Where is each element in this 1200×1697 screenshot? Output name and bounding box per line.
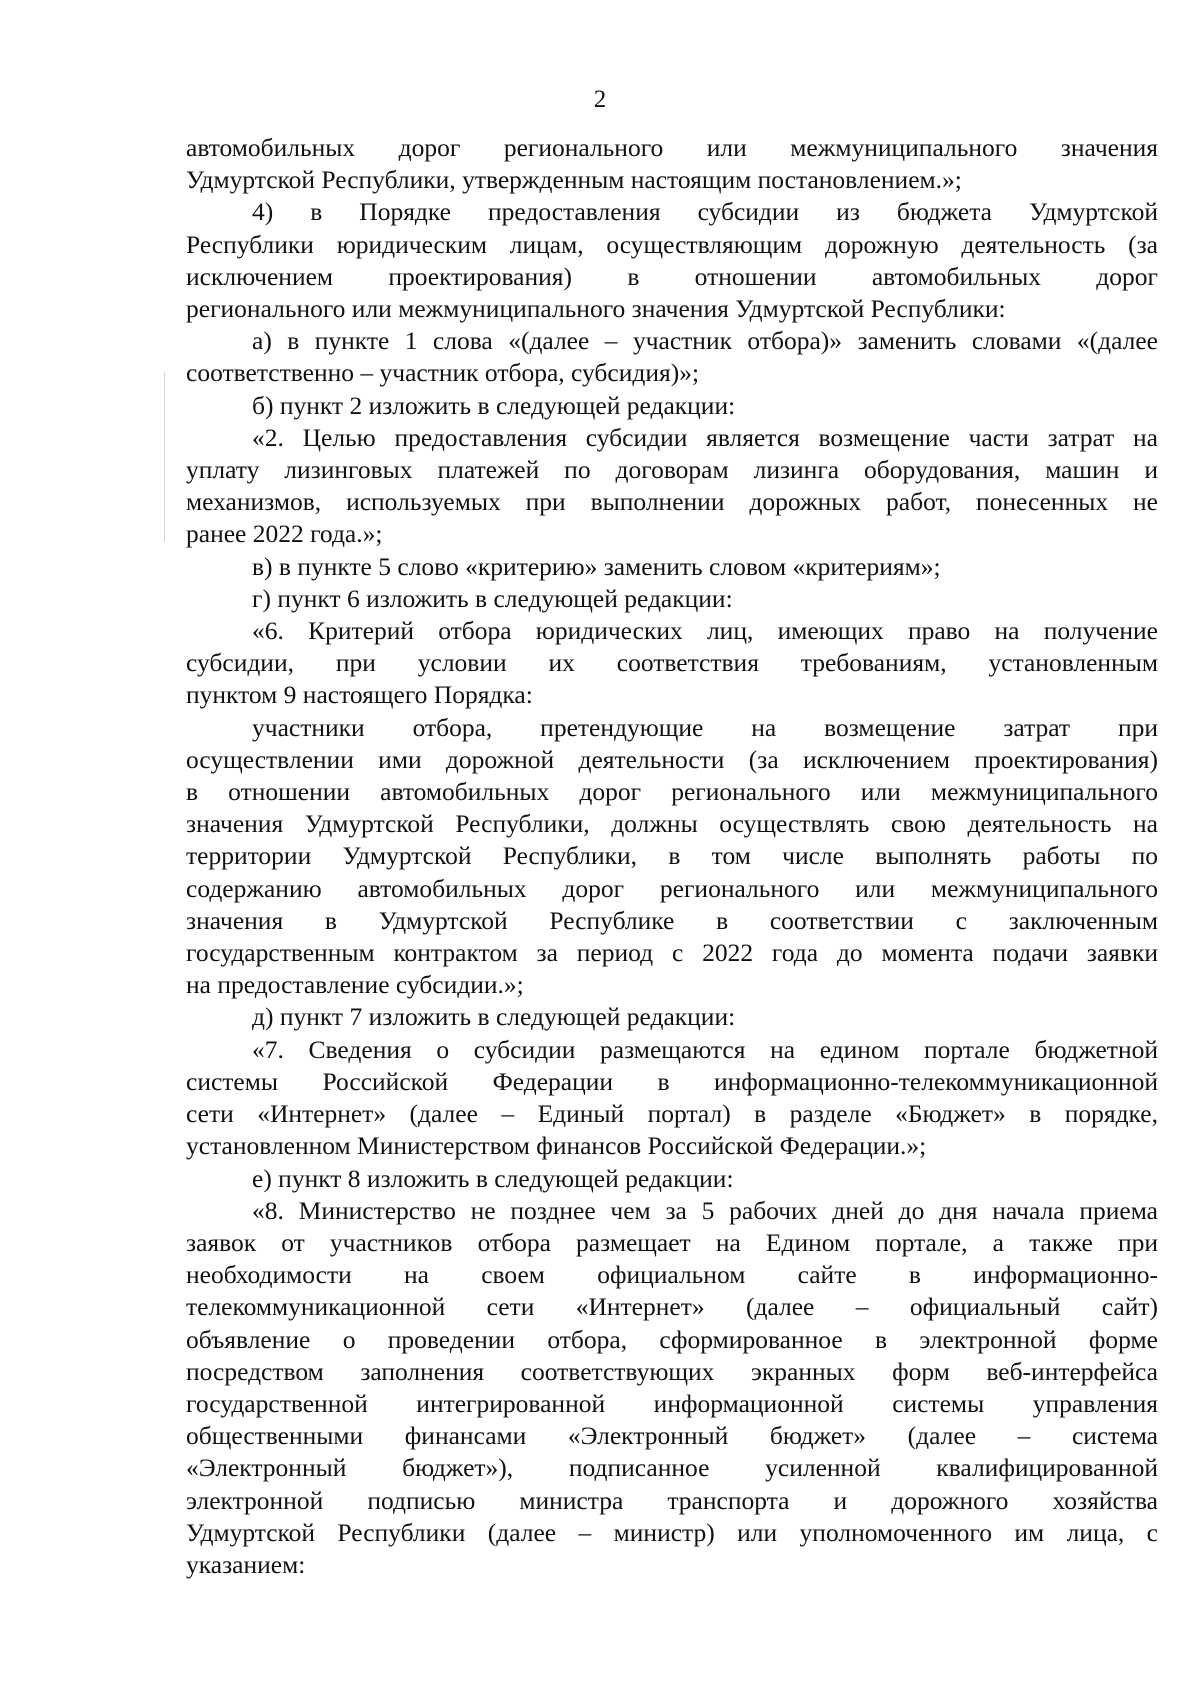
text-line: содержанию автомобильных дорог регионального или межмуниципального [186,873,1158,903]
text-line: исключением проектирования) в отношении автомобильных дорог [186,261,1158,291]
text-line: е) пункт 8 изложить в следующей редакции: [252,1163,734,1193]
text-line: необходимости на своем официальном сайте в информационно- [186,1260,1158,1290]
text-line: 4) в Порядке предоставления субсидии из бюджета Удмуртской [252,197,1158,227]
text-line: уплату лизинговых платежей по договорам лизинга оборудования, машин и [186,455,1158,485]
text-line: территории Удмуртской Республики, в том числе выполнять работы по [186,841,1158,871]
page-number: 2 [593,86,607,113]
text-line: пунктом 9 настоящего Порядка: [186,680,533,710]
text-line: заявок от участников отбора размещает на Едином портале, а также при [186,1227,1158,1257]
text-line: «8. Министерство не позднее чем за 5 рабочих дней до дня начала приема [252,1195,1158,1225]
text-line: регионального или межмуниципального значения Удмуртской Республики: [186,294,1006,324]
text-line: системы Российской Федерации в информационно-телекоммуникационной [186,1066,1158,1096]
text-line: а) в пункте 1 слова «(далее – участник отбора)» заменить словами «(далее [252,326,1158,356]
text-line: значения Удмуртской Республики, должны осуществлять свою деятельность на [186,809,1158,839]
text-line: участники отбора, претендующие на возмещение затрат при [252,712,1158,742]
text-line: «Электронный бюджет»), подписанное усиленной квалифицированной [186,1453,1158,1483]
text-line: г) пункт 6 изложить в следующей редакции: [252,583,733,613]
text-line: «2. Целью предоставления субсидии является возмещение части затрат на [252,422,1158,452]
text-line: «7. Сведения о субсидии размещаются на едином портале бюджетной [252,1034,1158,1064]
text-line: Республики юридическим лицам, осуществляющим дорожную деятельность (за [186,229,1158,259]
text-line: установленном Министерством финансов Российской Федерации.»; [186,1131,927,1161]
text-line: б) пункт 2 изложить в следующей редакции: [252,390,736,420]
text-line: электронной подписью министра транспорта и дорожного хозяйства [186,1485,1158,1515]
text-line: ранее 2022 года.»; [186,519,383,549]
text-line: посредством заполнения соответствующих экранных форм веб-интерфейса [186,1356,1158,1386]
text-line: субсидии, при условии их соответствия требованиям, установленным [186,648,1158,678]
text-line: Удмуртской Республики (далее – министр) или уполномоченного им лица, с [186,1517,1158,1547]
text-line: механизмов, используемых при выполнении дорожных работ, понесенных не [186,487,1158,517]
text-line: сети «Интернет» (далее – Единый портал) в разделе «Бюджет» в порядке, [186,1099,1158,1129]
text-line: на предоставление субсидии.»; [186,970,524,1000]
text-line: осуществлении ими дорожной деятельности (за исключением проектирования) [186,744,1158,774]
text-line: автомобильных дорог регионального или межмуниципального значения [186,133,1158,162]
text-line: государственной интегрированной информационной системы управления [186,1388,1158,1418]
document-body [186,132,1158,1581]
text-line: телекоммуникационной сети «Интернет» (далее – официальный сайт) [186,1292,1158,1322]
text-line: общественными финансами «Электронный бюджет» (далее – система [186,1421,1158,1451]
scan-margin-mark [164,372,165,542]
text-line: Удмуртской Республики, утвержденным настоящим постановлением.»; [186,165,962,195]
text-line: значения в Удмуртской Республике в соответствии с заключенным [186,905,1158,935]
text-line: д) пункт 7 изложить в следующей редакции: [252,1002,736,1032]
text-line: государственным контрактом за период с 2022 года до момента подачи заявки [186,938,1158,968]
text-line: соответственно – участник отбора, субсидия)»; [186,358,700,388]
text-line: в) в пункте 5 слово «критерию» заменить словом «критериям»; [252,551,941,581]
text-line: объявление о проведении отбора, сформированное в электронной форме [186,1324,1158,1354]
text-line: в отношении автомобильных дорог регионального или межмуниципального [186,777,1158,807]
text-line: указанием: [186,1549,306,1579]
text-line: «6. Критерий отбора юридических лиц, имеющих право на получение [252,616,1158,646]
